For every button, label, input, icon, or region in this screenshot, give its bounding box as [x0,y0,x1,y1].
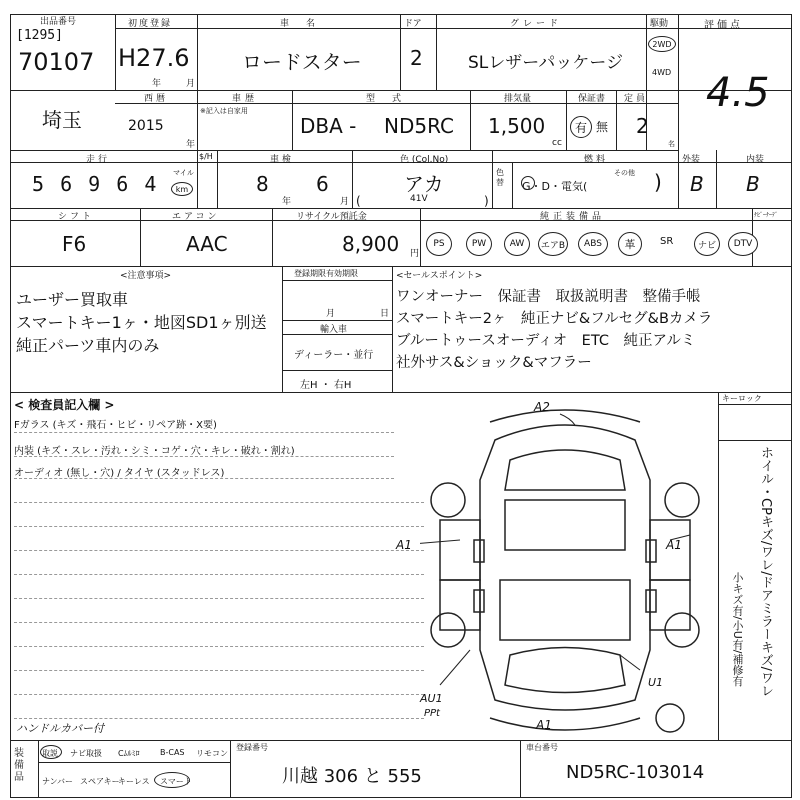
audio-tire-line: オーディオ (無し・穴) / タイヤ (スタッドレス) [14,468,225,479]
model-year-unit: 年 [186,140,196,150]
mark-bottom-left-1: AU1 [420,692,443,705]
legend-sub: 小キズ有/小U有/補修有 [731,572,744,687]
interior-label: 内装 [746,155,765,165]
steering-side: 左H ・ 右H [300,380,352,391]
car-name: ロードスター [242,50,362,74]
equip-dtv-circled: DTV [728,232,758,256]
recycle-fee: 8,900 [342,232,400,256]
fuel-options: G・D・電気( [522,180,588,193]
footer-equip-9-circle [154,772,190,788]
first-reg-month-unit: 月 [186,79,196,89]
warranty-no: 無 [596,120,609,134]
deadline-month: 月 [326,309,336,319]
score-value: 4.5 [706,70,770,116]
footer-equip-5: リモコン [196,749,228,758]
drive-2wd-circled: 2WD [648,36,676,52]
fuel-label: 燃料 [584,155,609,165]
fuel-other: その他 [614,169,635,177]
nav-tv-label: ﾅﾋﾞｰﾅｰﾃﾞ [754,212,779,219]
equip-leather-circled: 革 [618,232,642,256]
model-code: ND5RC [384,114,454,138]
footer-equip-6: ナンバー [42,777,74,786]
displacement: 1,500 [488,114,546,138]
first-reg-year-unit: 年 [152,79,162,89]
footer-equip-3: Cﾑﾙﾐﾛ [118,749,140,758]
prefecture: 埼玉 [42,108,82,132]
venue-code: [1295] [16,28,63,43]
mileage: 5 6 9 6 4 [32,172,159,196]
interior-line: 内装 (キズ・スレ・汚れ・シミ・コゲ・穴・キレ・破れ・割れ) [14,446,295,457]
glass-line: Fガラス (キズ・飛石・ヒビ・リペア跡・X要) [14,420,217,431]
mark-bottom: A1 [536,718,552,732]
drive-4wd: 4WD [652,68,672,77]
model-year: 2015 [128,118,164,134]
exterior-label: 外装 [682,155,701,165]
lot-number: 70107 [18,48,95,76]
color: アカ [404,172,444,196]
inspection-title: < 検査員記入欄 > [14,398,115,412]
footer-equip-9: スマート [160,777,192,786]
equip-label: 装備品 [14,748,24,783]
sales-line-2: スマートキー2ヶ 純正ナビ&フルセグ&Bカメラ [396,311,713,327]
color-change-label: 色替 [496,168,504,187]
inspection-year-unit: 年 [282,197,292,207]
handwritten-note: ハンドルカバー付 [16,722,104,735]
caution-label: <注意事項> [120,271,172,281]
mark-left: A1 [396,538,412,552]
venue-label: 出品番号 [40,17,77,27]
import-type: ディーラー・並行 [294,350,374,361]
car-diagram [420,400,710,735]
first-reg-value: H27.6 [118,44,190,72]
sales-label: <セールスポイント> [396,271,483,281]
deadline-label: 登録期限有効期限 [294,269,358,278]
sales-line-3: ブルートゥースオーディオ ETC 純正アルミ [396,333,696,349]
inspection-month-unit: 月 [340,197,350,207]
model-label: 型 式 [366,94,406,104]
model-prefix: DBA - [300,114,357,138]
caution-line-2: スマートキー1ヶ・地図SD1ヶ別送 [16,313,267,332]
keylock-label: キーロック [722,394,762,403]
equip-ps-circled: PS [426,232,452,256]
equip-aw-circled: AW [504,232,530,256]
equip-airbag-circled: エアB [538,232,568,256]
grade: SLレザーパッケージ [468,53,624,73]
auction-sheet: 出品番号 [1295] 70107 初度登録 H27.6 年 月 車 名 ロードスター ドア 2 グレード SLレザーパッケージ 駆動 2WD 4WD 評価点 4.5 埼玉 西暦 2015 年 車歴 ※記入は自家用 型 式 DBA - ND5RC 排気量 1,500 cc 保証書 有 無 定員 2 名 走行 5 6 9 6 4 マイル km $/H 車検 8 年 6 月 色 (Col.No) アカ 41V ( ) 色替 燃料 G・D・電気( その他 ) 外装 B 内装 B シフト F6 エアコン AAC リサイクル預託金 8,900 円 純正装備品 ﾅﾋﾞｰﾅｰﾃﾞ PS PW AW エアB ABS 革 SR ナビ DTV <注意事項> ユーザー買取車 スマートキー1ヶ・地図SD1ヶ別送 純正パーツ車内のみ 登録期限有効期限 月 日 輸入車 ディーラー・並行 左H ・ 右H <セールスポイント> ワンオーナー 保証書 取扱説明書 整備手帳 スマートキー2ヶ 純正ナビ&フルセグ&Bカメラ ブルートゥースオーディオ ETC 純正アルミ 社外サス&ショック&マフラー < 検査員記入欄 > Fガラス (キズ・飛石・ヒビ・リペア跡・X要) 内装 (キズ・スレ・汚れ・シミ・コゲ・穴・キレ・破れ・割れ) オーディオ (無し・穴) / タイヤ (スタッドレス) ハンドルカバー付 A2 A1 A1 AU1 PPt U1 A1 キーロック ホイル・CPキズ/ワレ/ドアミラーキズ/ワレ 小キズ有/小U有/補修有 装備品 取説 ナビ取扱 Cﾑﾙﾐﾛ B-CAS リモコン ナンバー スペアキー キーレス スマート 登録番号 川越 306 と 555 車台番号 ND5RC-103014 [0,0,800,800]
footer-equip-1: 取説 [42,749,58,758]
mark-bottom-right: U1 [648,676,664,689]
displacement-unit: cc [552,138,562,148]
chassis-no: ND5RC-103014 [566,762,705,783]
equip-navi-circled: ナビ [694,232,720,256]
sales-line-1: ワンオーナー 保証書 取扱説明書 整備手帳 [396,289,701,305]
footer-equip-7: スペアキー [80,777,120,786]
footer-equip-1-circle [40,745,62,759]
door-count: 2 [410,46,423,70]
capacity: 2 [636,114,649,138]
recycle-unit: 円 [410,249,420,259]
year-label: 西暦 [144,94,169,104]
first-reg-label: 初度登録 [128,19,173,29]
inspection-label: 車検 [270,155,295,165]
drive-label: 駆動 [650,19,669,29]
interior-grade: B [746,172,760,196]
fuel-gas-circle [521,176,535,190]
mileage-unit-mile: マイル [173,169,194,177]
displacement-label: 排気量 [504,94,532,104]
shift-label: シフト [58,212,95,222]
mark-top: A2 [534,400,550,414]
exterior-grade: B [690,172,704,196]
footer-equip-8: キーレス [118,777,150,786]
equip-abs-circled: ABS [578,232,608,256]
recycle-label: リサイクル預託金 [296,212,367,222]
warranty-yes-circled: 有 [570,116,592,138]
sdollar-label: $/H [199,152,213,161]
inspection-month: 6 [316,172,329,196]
mileage-label: 走行 [86,155,111,165]
shift: F6 [62,232,87,256]
sales-line-4: 社外サス&ショック&マフラー [396,355,592,371]
mark-bottom-left-2: PPt [424,708,440,719]
mark-right: A1 [666,538,682,552]
legend-vertical: ホイル・CPキズ/ワレ/ドアミラーキズ/ワレ [758,446,773,698]
history-note: ※記入は自家用 [200,107,248,115]
score-label: 評価点 [704,20,743,31]
equip-sunroof: SR [660,236,674,247]
equip-pw-circled: PW [466,232,492,256]
ac: AAC [186,232,228,256]
grade-label: グレード [510,19,563,29]
caution-line-3: 純正パーツ車内のみ [16,336,160,355]
door-label: ドア [404,19,422,29]
reg-no: 川越 306 と 555 [282,766,422,787]
reg-no-label: 登録番号 [236,743,268,752]
capacity-unit: 名 [668,140,675,148]
caution-line-1: ユーザー買取車 [16,290,129,309]
footer-equip-2: ナビ取扱 [70,749,102,758]
capacity-label: 定員 [624,94,649,104]
color-code: 41V [410,194,428,204]
equipment-label: 純正装備品 [540,212,606,222]
warranty-label: 保証書 [578,94,606,104]
import-label: 輸入車 [320,325,348,335]
mileage-unit-km-circled: km [171,182,193,196]
inspection-year: 8 [256,172,269,196]
history-label: 車歴 [232,94,259,104]
footer-equip-4: B-CAS [160,748,185,757]
ac-label: エアコン [172,212,220,222]
car-name-label: 車 名 [280,19,320,29]
color-label: 色 (Col.No) [400,155,449,165]
deadline-day: 日 [380,309,390,319]
chassis-label: 車台番号 [526,743,558,752]
